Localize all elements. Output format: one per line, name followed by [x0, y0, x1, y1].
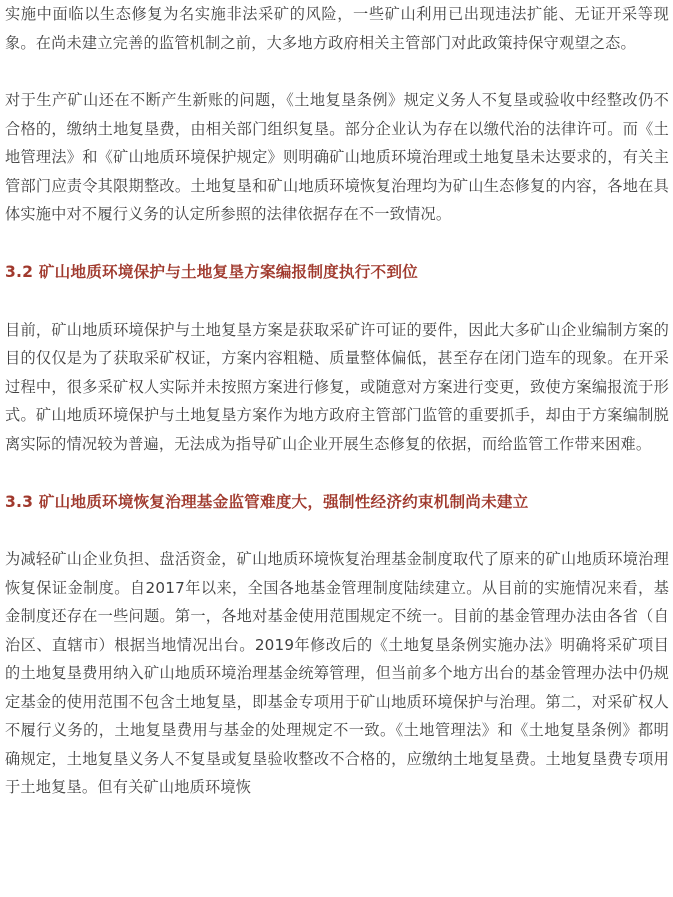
- section-heading-3-3: 3.3 矿山地质环境恢复治理基金监管难度大，强制性经济约束机制尚未建立: [5, 493, 529, 511]
- section-heading-3-2: 3.2 矿山地质环境保护与土地复垦方案编报制度执行不到位: [5, 262, 418, 281]
- article-paragraph: 为减轻矿山企业负担、盘活资金，矿山地质环境恢复治理基金制度取代了原来的矿山地质环境治理恢复保证金制度。自2017年以来，全国各地基金管理制度陆续建立。从目前的实施情况来看，基金制度还存在一些问题。第一，各地对基金使用范围规定不统一。目前的基金管理办法由各省（自治区、直辖市）根据当地情况出台。2019年修改后的《土地复垦条例实施办法》明确将采矿项目的土地复垦费用纳入矿山地质环境治理基金统筹管理，但当前多个地方出台的基金管理办法中仍规定基金的使用范围不包含土地复垦，即基金专项用于矿山地质环境保护与治理。第二，对采矿权人不履行义务的，土地复垦费用与基金的处理规定不一致。《土地管理法》和《土地复垦条例》都明确规定，土地复垦义务人不复垦或复垦验收整改不合格的，应缴纳土地复垦费。土地复垦费专项用于土地复垦。但有关矿山地质环境恢: [5, 550, 669, 796]
- article-body: [5, 0, 669, 802]
- article-paragraph: 实施中面临以生态修复为名实施非法采矿的风险，一些矿山利用已出现违法扩能、无证开采等现象。在尚未建立完善的监管机制之前，大多地方政府相关主管部门对此政策持保守观望之态。: [5, 5, 669, 52]
- article-paragraph: 目前，矿山地质环境保护与土地复垦方案是获取采矿许可证的要件，因此大多矿山企业编制方案的目的仅仅是为了获取采矿权证，方案内容粗糙、质量整体偏低，甚至存在闭门造车的现象。在开采过程中，很多采矿权人实际并未按照方案进行修复，或随意对方案进行变更，致使方案编报流于形式。矿山地质环境保护与土地复垦方案作为地方政府主管部门监管的重要抓手，却由于方案编制脱离实际的情况较为普遍，无法成为指导矿山企业开展生态修复的依据，而给监管工作带来困难。: [5, 320, 669, 453]
- article-paragraph: 对于生产矿山还在不断产生新账的问题，《土地复垦条例》规定义务人不复垦或验收中经整改仍不合格的，缴纳土地复垦费，由相关部门组织复垦。部分企业认为存在以缴代治的法律许可。而《土地管理法》和《矿山地质环境保护规定》则明确矿山地质环境治理或土地复垦未达要求的，有关主管部门应责令其限期整改。土地复垦和矿山地质环境恢复治理均为矿山生态修复的内容，各地在具体实施中对不履行义务的认定所参照的法律依据存在不一致情况。: [5, 91, 669, 223]
